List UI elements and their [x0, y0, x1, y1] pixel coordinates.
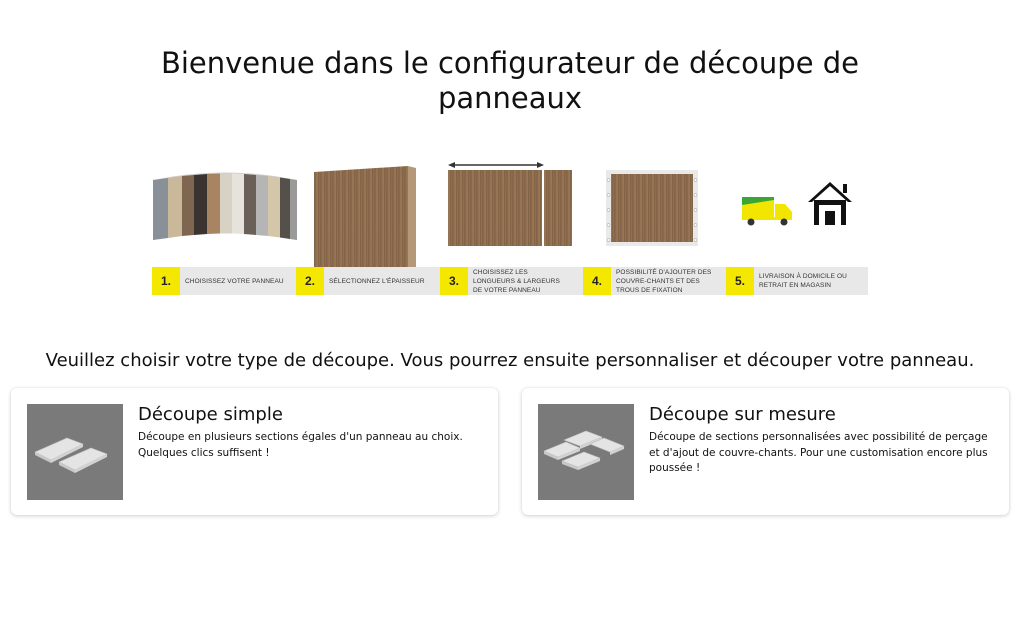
- step-label: CHOISISSEZ LES LONGUEURS & LARGEURS DE VOTRE PANNEAU: [473, 268, 560, 294]
- custom-cut-card[interactable]: [522, 388, 1009, 515]
- step-number: 4.: [583, 267, 611, 295]
- card-description: Découpe en plusieurs sections égales d'un panneau au choix. Quelques clics suffisent !: [138, 431, 463, 459]
- step-1: [152, 267, 292, 295]
- wood-panel-icon: [314, 166, 416, 272]
- custom-cut-thumbnail: [538, 404, 634, 500]
- step-2: [296, 267, 436, 295]
- stacked-panels-icon: [27, 404, 123, 500]
- step-number: 3.: [440, 267, 468, 295]
- card-title: Découpe sur mesure: [649, 404, 836, 425]
- step-number: 2.: [296, 267, 324, 295]
- custom-pieces-icon: [538, 404, 634, 500]
- simple-cut-thumbnail: [27, 404, 123, 500]
- home-icon: [808, 182, 852, 225]
- delivery-truck-icon: [742, 197, 792, 226]
- page-title: Bienvenue dans le configurateur de découpe de panneaux: [160, 46, 860, 115]
- steps-banner: [150, 160, 870, 300]
- step-5: [726, 267, 868, 295]
- step-label: SÉLECTIONNEZ L'ÉPAISSEUR: [329, 277, 425, 285]
- intro-text: Veuillez choisir votre type de découpe. Vous pourrez ensuite personnaliser et découper votre panneau.: [45, 350, 975, 371]
- panel-samples-icon: [153, 173, 297, 241]
- cut-panel-icon: [448, 162, 572, 246]
- step-label: POSSIBILITÉ D'AJOUTER DES COUVRE-CHANTS ET DES TROUS DE FIXATION: [616, 268, 712, 294]
- card-description: Découpe de sections personnalisées avec possibilité de perçage et d'ajout de couvre-chants. Pour une customisation encore plus poussée !: [649, 431, 988, 474]
- simple-cut-card[interactable]: [11, 388, 498, 515]
- step-3: [440, 267, 580, 295]
- step-label: LIVRAISON À DOMICILE OU RETRAIT EN MAGASIN: [759, 273, 847, 289]
- panel-edge-holes-icon: [606, 170, 698, 246]
- step-number: 1.: [152, 267, 180, 295]
- card-title: Découpe simple: [138, 404, 283, 425]
- step-4: [583, 267, 725, 295]
- step-number: 5.: [726, 267, 754, 295]
- step-label: CHOISISSEZ VOTRE PANNEAU: [185, 277, 284, 285]
